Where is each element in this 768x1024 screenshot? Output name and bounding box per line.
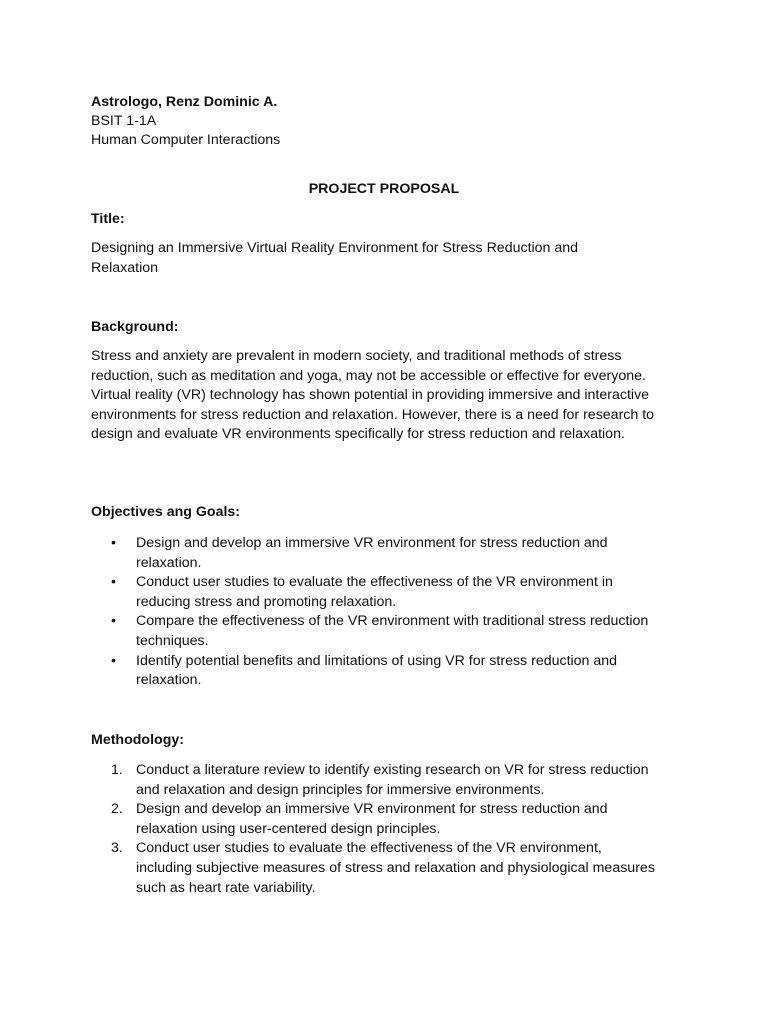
- title-text: Designing an Immersive Virtual Reality Environment for Stress Reduction and Relaxation: [91, 240, 579, 276]
- objective-item: [91, 612, 661, 651]
- bullet-icon: •: [111, 613, 116, 630]
- objective-item: [91, 573, 661, 612]
- background-text: Stress and anxiety are prevalent in modern society, and traditional methods of stress reduction, such as meditation and yoga, may not be accessible or effective for everyone. Virtual reality (VR) technology has shown potential in providing immersive and interactive environments for stress reduction and relaxation. However, there is a need for research to design and evaluate VR environments specifically for stress reduction and relaxation.: [91, 348, 655, 443]
- methodology-item: [91, 800, 661, 839]
- objective-text: Compare the effectiveness of the VR environment with traditional stress reduction techniques.: [136, 613, 649, 649]
- methodology-text: Conduct user studies to evaluate the effectiveness of the VR environment, including subjective measures of stress and relaxation and physiological measures such as heart rate variability.: [136, 840, 655, 896]
- student-section: BSIT 1-1A: [91, 113, 157, 129]
- objective-item: [91, 534, 661, 573]
- objective-item: [91, 652, 661, 691]
- document-heading: PROJECT PROPOSAL: [308, 181, 460, 197]
- objectives-list: [91, 534, 661, 691]
- bullet-icon: •: [111, 535, 116, 551]
- objectives-label: Objectives ang Goals:: [91, 504, 241, 520]
- methodology-item: [91, 839, 661, 898]
- step-number: 3.: [111, 840, 123, 857]
- methodology-label: Methodology:: [91, 732, 184, 748]
- student-name: Astrologo, Renz Dominic A.: [91, 94, 278, 110]
- bullet-icon: •: [111, 652, 116, 669]
- step-number: 1.: [111, 762, 123, 778]
- course-name: Human Computer Interactions: [91, 132, 281, 148]
- objective-text: Design and develop an immersive VR environment for stress reduction and relaxation.: [136, 535, 608, 571]
- methodology-item: [91, 761, 661, 800]
- methodology-text: Conduct a literature review to identify existing research on VR for stress reduction and relaxation and design principles for immersive environments.: [136, 762, 649, 798]
- bullet-icon: •: [111, 574, 116, 591]
- objective-text: Identify potential benefits and limitations of using VR for stress reduction and relaxation.: [136, 652, 618, 689]
- objective-text: Conduct user studies to evaluate the effectiveness of the VR environment in reducing stress and promoting relaxation.: [136, 574, 613, 610]
- methodology-list: [91, 761, 661, 898]
- step-number: 2.: [111, 801, 123, 818]
- title-label: Title:: [91, 211, 125, 227]
- methodology-text: Design and develop an immersive VR environment for stress reduction and relaxation using user-centered design principles.: [136, 801, 608, 837]
- background-label: Background:: [91, 319, 179, 335]
